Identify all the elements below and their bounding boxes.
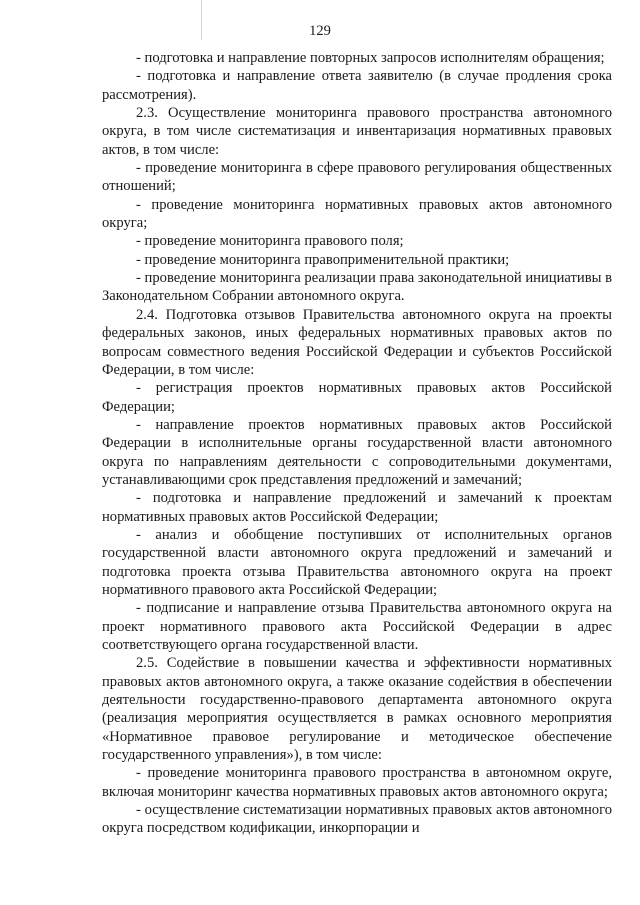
paragraph-3: 2.3. Осуществление мониторинга правового пространства автономного округа, в том числе систематизация и инвентаризация нормативных правовых актов, в том числе: bbox=[102, 105, 612, 158]
paragraph-1: - подготовка и направление повторных запросов исполнителям обращения; bbox=[136, 50, 605, 66]
paragraph-16: - проведение мониторинга правового пространства в автономном округе, включая мониторинг качества нормативных правовых актов автономного округа; bbox=[102, 765, 612, 800]
paragraph-9: 2.4. Подготовка отзывов Правительства автономного округа на проекты федеральных законов, иных федеральных нормативных правовых актов по вопросам совместного ведения Российской Федерации и субъектов Российской Федерации, в том числе: bbox=[102, 306, 612, 378]
paragraph-5: - проведение мониторинга нормативных правовых актов автономного округа; bbox=[102, 196, 612, 232]
paragraph-2: - подготовка и направление ответа заявителю (в случае продления срока рассмотрения). bbox=[102, 68, 612, 103]
paragraph-10: - регистрация проектов нормативных правовых актов Российской Федерации; bbox=[102, 380, 612, 415]
document-body bbox=[102, 49, 612, 838]
paragraph-13: - анализ и обобщение поступивших от исполнительных органов государственной власти автономного округа предложений и замечаний и подготовка проекта отзыва Правительства автономного округа на проект нормативного правового акта Российской Федерации; bbox=[102, 526, 612, 598]
paragraph-6: - проведение мониторинга правового поля; bbox=[136, 233, 404, 250]
paragraph-8: - проведение мониторинга реализации права законодательной инициативы в Законодательном Собрании автономного округа. bbox=[102, 270, 612, 305]
paragraph-7: - проведение мониторинга правоприменительной практики; bbox=[136, 251, 510, 268]
page-number: 129 bbox=[309, 23, 331, 39]
paragraph-14: - подписание и направление отзыва Правительства автономного округа на проект нормативного правового акта Российской Федерации в адрес соответствующего органа государственной власти. bbox=[102, 600, 612, 653]
paragraph-12: - подготовка и направление предложений и замечаний к проектам нормативных правовых актов Российской Федерации; bbox=[102, 490, 612, 525]
paragraph-15: 2.5. Содействие в повышении качества и эффективности нормативных правовых актов автономного округа, а также оказание содействия в обеспечении деятельности государственно-правового департамента автономного округа (реализация мероприятия осуществляется в рамках основного мероприятия «Нормативное правовое регулирование и методическое обеспечение государственного управления»), в том числе: bbox=[102, 655, 612, 764]
paragraph-17: - осуществление систематизации нормативных правовых актов автономного округа посредством кодификации, инкорпорации и bbox=[102, 802, 612, 837]
paragraph-11: - направление проектов нормативных правовых актов Российской Федерации в исполнительные органы государственной власти автономного округа по направлениям деятельности с сопроводительными документами, устанавливающими срок представления предложений и замечаний; bbox=[102, 416, 612, 488]
paragraph-4: - проведение мониторинга в сфере правового регулирования общественных отношений; bbox=[102, 160, 612, 195]
